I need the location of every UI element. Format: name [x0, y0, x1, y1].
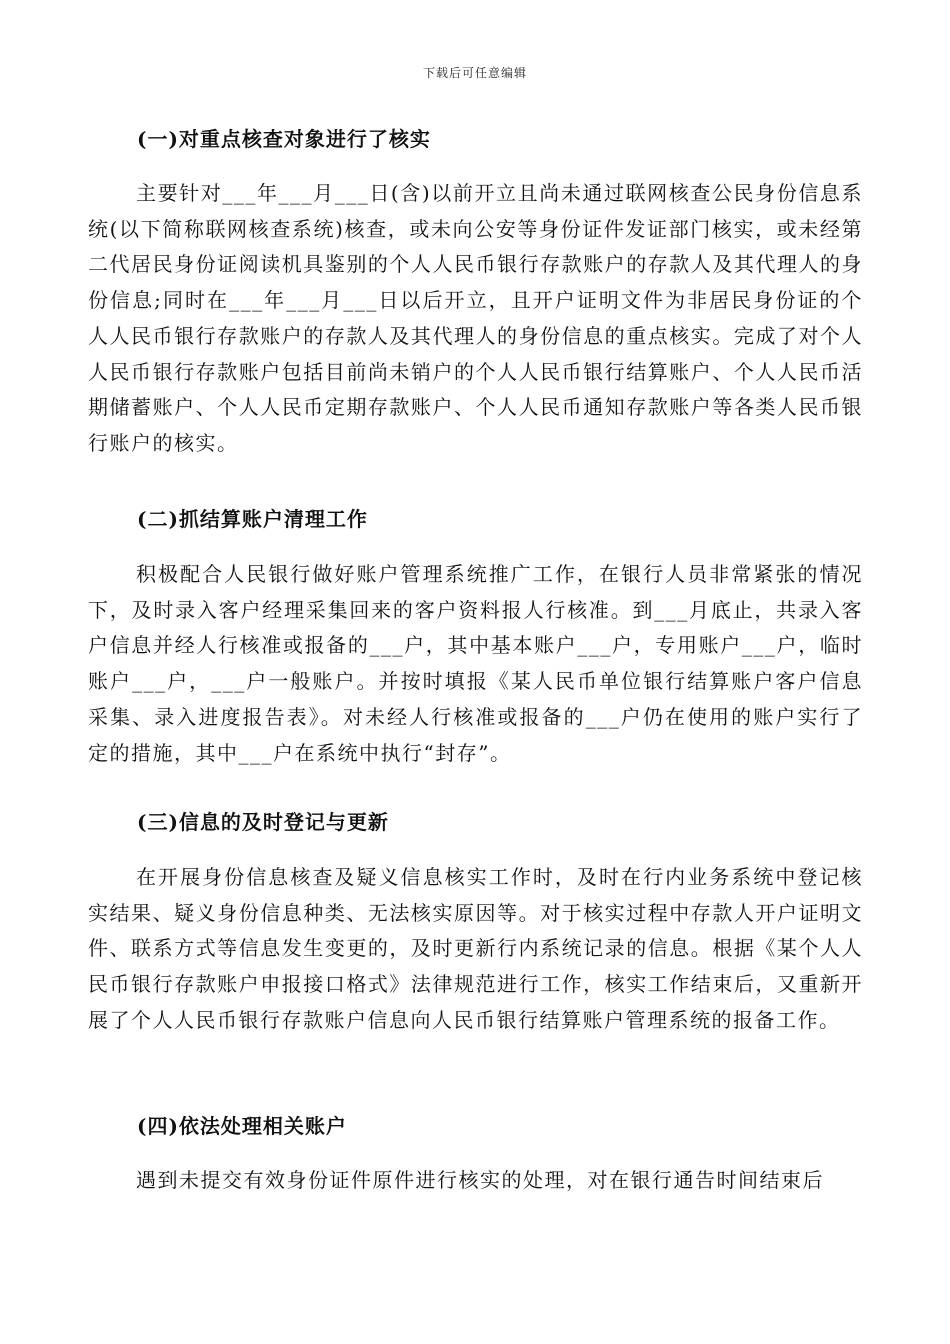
page-header: 下载后可任意编辑 [422, 66, 527, 80]
section-3-heading: (三)信息的及时登记与更新 [137, 810, 389, 834]
section-2-heading: (二)抓结算账户清理工作 [137, 507, 368, 531]
section-4-heading: (四)依法处理相关账户 [137, 1114, 347, 1138]
section-4-body: 遇到未提交有效身份证件原件进行核实的处理，对在银行通告时间结束后 [136, 1168, 824, 1192]
section-1-body: 主要针对___年___月___日(含)以前开立且尚未通过联网核查公民身份信息系统(以下简称联网核查系统)核查，或未向公安等身份证件发证部门核实，或未经第二代居民身份证阅读机具鉴别的个人人民币银行存款账户的存款人及其代理人的身份信息;同时在___年___月___日以后开立，且开户证明文件为非居民身份证的个人人民币银行存款账户的存款人及其代理人的身份信息的重点核实。完成了对个人人民币银行存款账户包括目前尚未销户的个人人民币银行结算账户、个人人民币活期储蓄账户、个人人民币定期存款账户、个人人民币通知存款账户等各类人民币银行账户的核实。 [88, 181, 863, 455]
section-3-body: 在开展身份信息核查及疑义信息核实工作时，及时在行内业务系统中登记核实结果、疑义身份信息种类、无法核实原因等。对于核实过程中存款人开户证明文件、联系方式等信息发生变更的，及时更新行内系统记录的信息。根据《某个人人民币银行存款账户申报接口格式》法律规范进行工作，核实工作结束后，又重新开展了个人人民币银行存款账户信息向人民币银行结算账户管理系统的报备工作。 [88, 865, 863, 1032]
section-2-body: 积极配合人民银行做好账户管理系统推广工作，在银行人员非常紧张的情况下，及时录入客户经理采集回来的客户资料报人行核准。到___月底止，共录入客户信息并经人行核准或报备的___户，其中基本账户___户，专用账户___户，临时账户___户，___户一般账户。并按时填报《某人民币单位银行结算账户客户信息采集、录入进度报告表》。对未经人行核准或报备的___户仍在使用的账户实行了定的措施，其中___户在系统中执行“封存”。 [88, 562, 863, 765]
section-1-heading: (一)对重点核查对象进行了核实 [137, 127, 431, 151]
